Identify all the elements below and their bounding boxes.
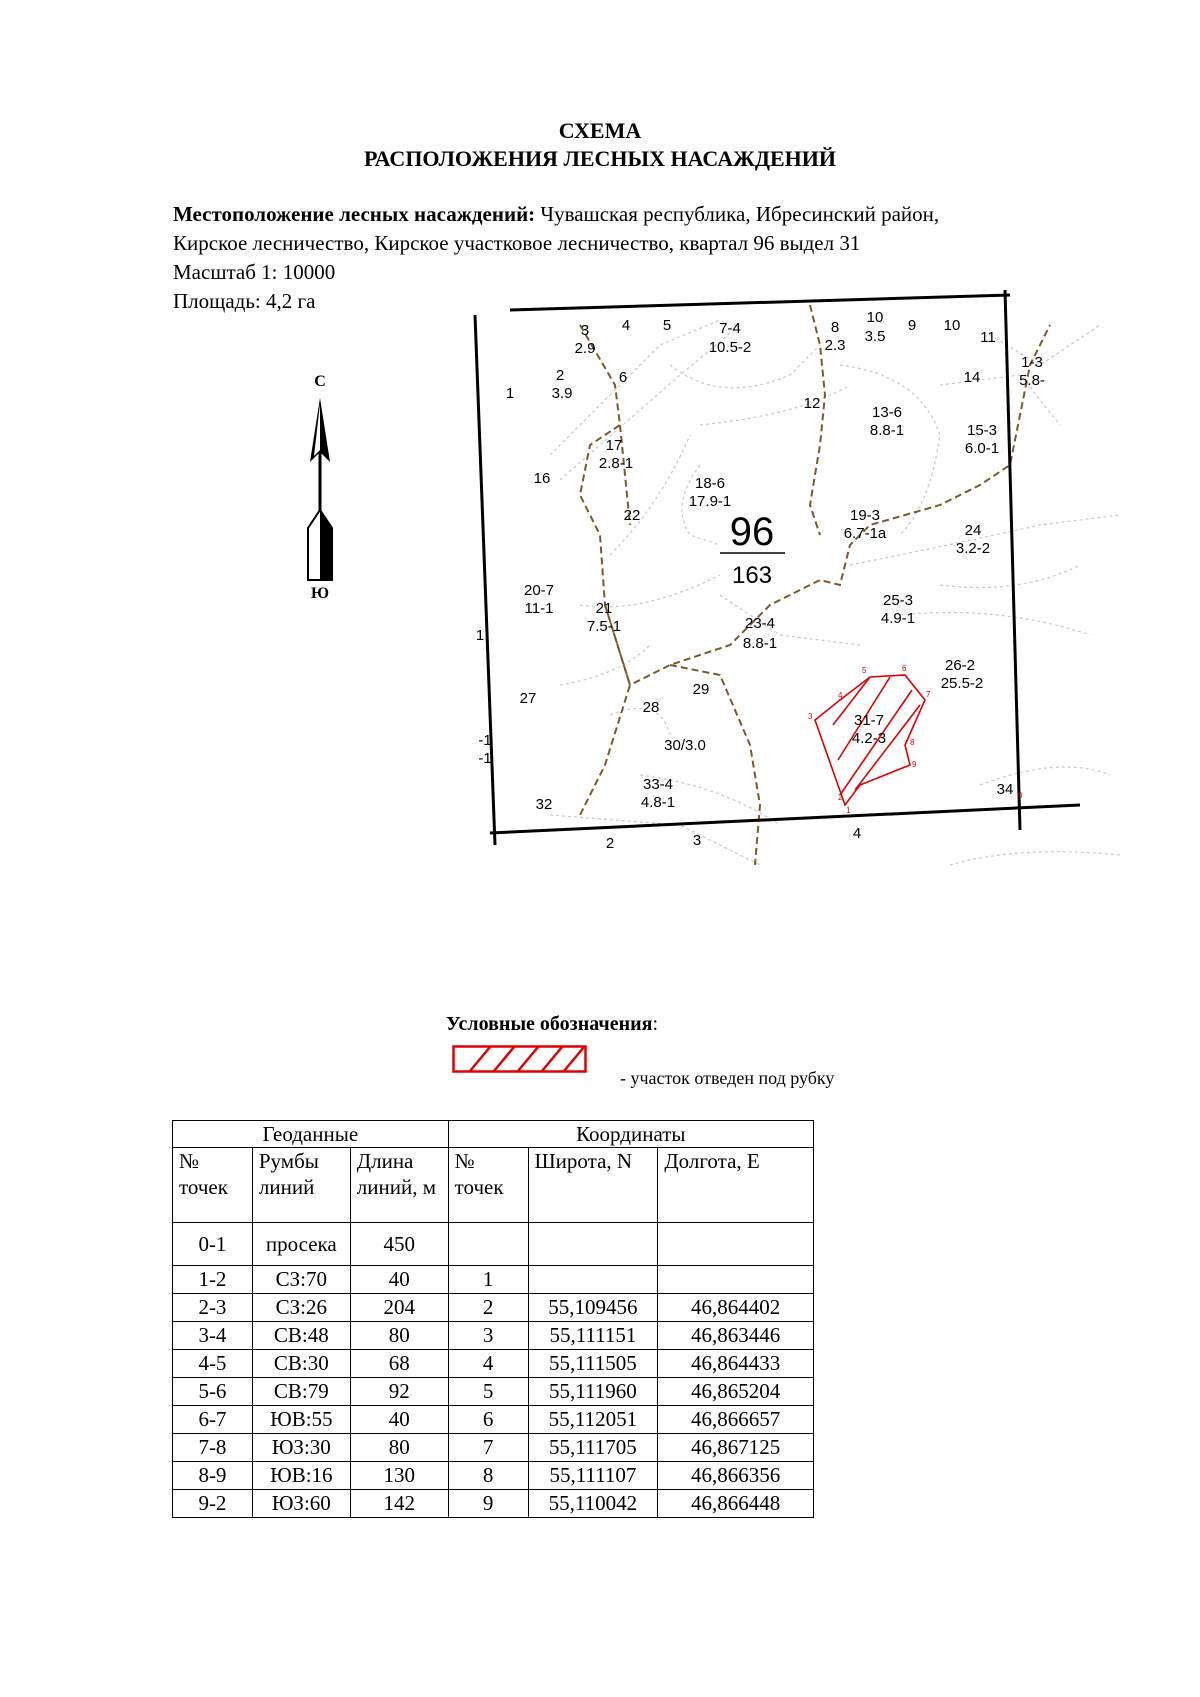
- table-row: [173, 1406, 814, 1434]
- map-label: 1: [475, 627, 485, 644]
- map-label: 2: [555, 367, 565, 384]
- map-label: 22: [623, 507, 641, 524]
- cell-pt: 9: [448, 1490, 528, 1518]
- map-label: 9: [907, 317, 917, 334]
- cell-lon: [658, 1223, 814, 1266]
- doc-subtitle: РАСПОЛОЖЕНИЯ ЛЕСНЫХ НАСАЖДЕНИЙ: [364, 146, 836, 171]
- compass-south-label: Ю: [310, 585, 330, 602]
- quarter-number: 96: [729, 510, 775, 554]
- location-line-2: Кирское лесничество, Кирское участковое лесничество, квартал 96 выдел 31: [173, 231, 861, 255]
- scale-text: Масштаб 1: 10000: [173, 260, 336, 284]
- quarter-label: [720, 510, 785, 589]
- group-header-geodata: Геоданные: [173, 1121, 449, 1148]
- cell-pt: 8: [448, 1462, 528, 1490]
- cell-rumb: ЮВ:16: [252, 1462, 350, 1490]
- cell-lon: [658, 1266, 814, 1294]
- cell-lon: 46,864402: [658, 1294, 814, 1322]
- map-label: 7-4: [719, 320, 741, 337]
- map-label: 29: [692, 681, 710, 698]
- plot-point-label: 3: [808, 712, 813, 721]
- table-body: [173, 1223, 814, 1518]
- table-row: [173, 1378, 814, 1406]
- cell-pt: [448, 1223, 528, 1266]
- map-label: 27: [519, 690, 537, 707]
- cell-pt: 7: [448, 1434, 528, 1462]
- map-label: -1: [478, 732, 492, 749]
- map-label: 2.8-1: [598, 455, 634, 472]
- cell-lon: 46,866356: [658, 1462, 814, 1490]
- cell-seg: 1-2: [173, 1266, 253, 1294]
- map-label: 17.9-1: [688, 493, 732, 510]
- map-label: 31-7: [853, 712, 885, 729]
- map-label: 20-7: [523, 582, 555, 599]
- forest-map: [475, 305, 1140, 905]
- map-label: 8.8-1: [869, 422, 905, 439]
- cell-seg: 5-6: [173, 1378, 253, 1406]
- geodata-table: [172, 1120, 814, 1518]
- map-label: -1: [478, 750, 492, 767]
- cell-seg: 8-9: [173, 1462, 253, 1490]
- map-label: 3.5: [864, 328, 886, 345]
- map-label: 24: [964, 522, 982, 539]
- cell-rumb: просека: [252, 1223, 350, 1266]
- cell-pt: 2: [448, 1294, 528, 1322]
- cell-rumb: ЮЗ:60: [252, 1490, 350, 1518]
- map-label: 4.9-1: [880, 610, 916, 627]
- cell-lon: 46,863446: [658, 1322, 814, 1350]
- legend-title: Условные обозначения:: [446, 1013, 659, 1035]
- cell-lon: 46,864433: [658, 1350, 814, 1378]
- cell-lat: 55,109456: [528, 1294, 658, 1322]
- cell-rumb: ЮВ:55: [252, 1406, 350, 1434]
- cell-lon: 46,865204: [658, 1378, 814, 1406]
- map-label: 28: [642, 699, 660, 716]
- map-label: 10: [943, 317, 961, 334]
- map-label: 32: [535, 796, 553, 813]
- cell-len: 80: [350, 1322, 448, 1350]
- plot-point-label: 7: [926, 690, 931, 699]
- map-label: 25-3: [882, 592, 914, 609]
- map-label: 11-1: [524, 600, 554, 617]
- table-row: [173, 1223, 814, 1266]
- plot-point-label: 0: [1018, 791, 1023, 800]
- cell-pt: 1: [448, 1266, 528, 1294]
- map-label: 3: [580, 322, 590, 339]
- map-label: 3: [692, 832, 702, 849]
- map-label: 15-3: [966, 422, 998, 439]
- map-label: 10: [866, 309, 884, 326]
- cell-rumb: СВ:48: [252, 1322, 350, 1350]
- plot-point-label: 2: [838, 793, 843, 802]
- north-arrow-icon: [290, 370, 350, 600]
- map-label: 4.8-1: [640, 794, 676, 811]
- cell-lat: 55,111960: [528, 1378, 658, 1406]
- cell-len: 92: [350, 1378, 448, 1406]
- table-row: [173, 1322, 814, 1350]
- map-label: 4.2-3: [851, 730, 887, 747]
- location-value-1: Чувашская республика, Ибресинский район,: [540, 202, 940, 226]
- cell-len: 204: [350, 1294, 448, 1322]
- map-label: 2.3: [824, 337, 846, 354]
- plot-point-label: 4: [838, 691, 843, 700]
- cell-len: 450: [350, 1223, 448, 1266]
- cell-seg: 2-3: [173, 1294, 253, 1322]
- map-label: 14: [963, 369, 981, 386]
- cell-len: 40: [350, 1266, 448, 1294]
- map-label: 2: [605, 835, 615, 852]
- legend-swatch-icon: [452, 1045, 587, 1073]
- map-label: 30/3.0: [664, 737, 706, 754]
- map-label: 4: [621, 317, 631, 334]
- map-label: 13-6: [871, 404, 903, 421]
- cell-seg: 6-7: [173, 1406, 253, 1434]
- cell-len: 68: [350, 1350, 448, 1378]
- cell-lat: [528, 1266, 658, 1294]
- cell-pt: 6: [448, 1406, 528, 1434]
- map-label: 25.5-2: [940, 675, 984, 692]
- map-label: 5.8-: [1019, 372, 1045, 389]
- map-label: 34: [996, 781, 1014, 798]
- table-row: [173, 1266, 814, 1294]
- cell-rumb: СЗ:26: [252, 1294, 350, 1322]
- cell-seg: 0-1: [173, 1223, 253, 1266]
- cell-lat: 55,111705: [528, 1434, 658, 1462]
- plot-point-label: 5: [862, 666, 867, 675]
- map-label: 4: [852, 825, 862, 842]
- cell-len: 130: [350, 1462, 448, 1490]
- cell-lat: 55,112051: [528, 1406, 658, 1434]
- cell-lat: 55,110042: [528, 1490, 658, 1518]
- cell-rumb: ЮЗ:30: [252, 1434, 350, 1462]
- map-label: 26-2: [944, 657, 976, 674]
- map-label: 1-3: [1021, 354, 1043, 371]
- legend-text: - участок отведен под рубку: [620, 1068, 835, 1088]
- map-label: 23-4: [744, 615, 776, 632]
- col-header-num: № точек: [173, 1148, 253, 1223]
- map-label: 11: [980, 329, 996, 346]
- map-label: 18-6: [694, 475, 726, 492]
- cell-seg: 3-4: [173, 1322, 253, 1350]
- quarter-area: 163: [731, 562, 773, 589]
- cell-lon: 46,866448: [658, 1490, 814, 1518]
- cell-lat: [528, 1223, 658, 1266]
- map-label: 10.5-2: [708, 339, 752, 356]
- map-label: 7.5-1: [586, 618, 622, 635]
- map-label: 8.8-1: [742, 635, 778, 652]
- map-label: 1: [505, 385, 515, 402]
- table-row: [173, 1434, 814, 1462]
- location-line-1: [173, 200, 939, 229]
- table-row: [173, 1490, 814, 1518]
- map-label: 6.0-1: [964, 440, 1000, 457]
- cell-lat: 55,111505: [528, 1350, 658, 1378]
- col-header-length: Длина линий, м: [350, 1148, 448, 1223]
- cell-lon: 46,866657: [658, 1406, 814, 1434]
- table-row: [173, 1462, 814, 1490]
- plot-point-label: 1: [846, 806, 851, 815]
- map-boundaries: [475, 290, 1080, 845]
- plot-point-label: 8: [910, 738, 915, 747]
- cell-lon: 46,867125: [658, 1434, 814, 1462]
- cell-rumb: СВ:79: [252, 1378, 350, 1406]
- cell-lat: 55,111107: [528, 1462, 658, 1490]
- cell-seg: 7-8: [173, 1434, 253, 1462]
- map-label: 21: [595, 600, 613, 617]
- cell-seg: 4-5: [173, 1350, 253, 1378]
- col-header-rumb: Румбы линий: [252, 1148, 350, 1223]
- map-label: 3.9: [551, 385, 573, 402]
- map-label: 19-3: [849, 507, 881, 524]
- cell-len: 40: [350, 1406, 448, 1434]
- map-label: 2.9: [574, 340, 596, 357]
- cell-len: 80: [350, 1434, 448, 1462]
- map-label: 6: [618, 369, 628, 386]
- map-label: 17: [605, 437, 623, 454]
- cell-pt: 5: [448, 1378, 528, 1406]
- area-text: Площадь: 4,2 га: [173, 289, 316, 313]
- col-header-num2: № точек: [448, 1148, 528, 1223]
- cell-pt: 4: [448, 1350, 528, 1378]
- plot-point-label: 9: [912, 760, 917, 769]
- map-label: 33-4: [642, 776, 674, 793]
- map-label: 3.2-2: [955, 540, 991, 557]
- col-header-lat: Широта, N: [528, 1148, 658, 1223]
- map-label: 8: [830, 319, 840, 336]
- map-label: 12: [803, 395, 821, 412]
- map-label: 6.7-1а: [843, 525, 887, 542]
- plot-point-label: 6: [902, 664, 907, 673]
- map-plot-points: [808, 664, 1023, 815]
- map-label: 5: [662, 317, 672, 334]
- cell-rumb: СЗ:70: [252, 1266, 350, 1294]
- table-row: [173, 1350, 814, 1378]
- group-header-coordinates: Координаты: [448, 1121, 813, 1148]
- col-header-lon: Долгота, E: [658, 1148, 814, 1223]
- map-contours: [550, 320, 1120, 865]
- cell-seg: 9-2: [173, 1490, 253, 1518]
- compass-north-label: С: [314, 373, 326, 390]
- cell-rumb: СВ:30: [252, 1350, 350, 1378]
- location-label: Местоположение лесных насаждений:: [173, 202, 536, 226]
- cell-len: 142: [350, 1490, 448, 1518]
- map-label: 16: [533, 470, 551, 487]
- cell-lat: 55,111151: [528, 1322, 658, 1350]
- table-row: [173, 1294, 814, 1322]
- cell-pt: 3: [448, 1322, 528, 1350]
- doc-title: СХЕМА: [558, 118, 642, 143]
